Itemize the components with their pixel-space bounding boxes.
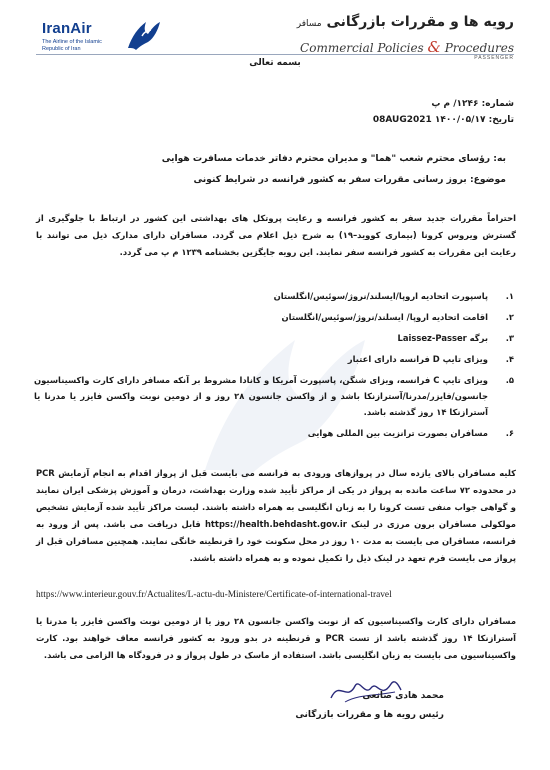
pcr-text-part2: قابل دریافت می باشد. پس از ورود به فرانسه، مسافران می بایست به مدت ۱۰ روز در محل سکونت خود را قرنطینه خانگی نمایند. همچنین مسافران قبل از پرواز می بایست فرم تعهد در لینک ذیل را تکمیل نموده و به همراه داشته باشند. — [36, 519, 516, 563]
list-item-number: ۳. — [505, 333, 514, 343]
list-item — [34, 309, 514, 325]
list-item-number: ۵. — [505, 375, 514, 385]
addressee-block — [162, 148, 506, 190]
pcr-text-part1: کلیه مسافران بالای یازده سال در پروازهای ورودی به فرانسه می بایست قبل از پرواز اقدام به انجام آزمایش PCR در محدوده ۷۲ ساعت مانده به پرواز در یکی از مراکز تأیید شده وزارت بهداشت، درمان و آموزش پزشکی ایران نمایند و گواهی جواب منفی تست کرونا را به زبان انگلیسی به همراه داشته باشند. لیست مراکز تأیید شده آزمایش تشخیص مولکولی مسافران برون مرزی در لینک — [36, 468, 516, 529]
list-item — [34, 288, 514, 304]
department-en-ampersand: & — [427, 38, 441, 56]
department-en-part1: Commercial Policies — [300, 41, 424, 55]
list-item-text: برگه Laissez-Passer — [397, 333, 488, 343]
list-item-number: ۶. — [505, 428, 514, 438]
homa-bird-icon — [124, 14, 162, 54]
letter-meta — [367, 96, 514, 128]
iranair-logo — [42, 14, 162, 56]
subject-line: موضوع: بروز رسانی مقررات سفر به کشور فرانسه در شرایط کنونی — [193, 174, 506, 185]
list-item-text: مسافران بصورت ترانزیت بین المللی هوایی — [307, 428, 488, 438]
department-name-fa: رویه ها و مقررات بازرگانی — [326, 14, 514, 30]
list-item-text: ویزای تایپ C فرانسه، ویزای شنگن، پاسپورت آمریکا و کانادا مشروط بر آنکه مسافر دارای کارت واکسیناسیون جانسون/فایزر/مدرنا/آسترازنکا باشد و از واکسن جانسون ۲۸ روز و از دومین نوبت واکسن فایزر یا مدرنا یا آسترازنکا ۱۴ روز گذشته باشد. — [34, 375, 488, 417]
date-en-value: 08AUG2021 — [372, 115, 432, 125]
list-item-number: ۲. — [505, 312, 514, 322]
list-item-text: اقامت اتحادیه اروپا/ ایسلند/نروژ/سوئیس/انگلستان — [281, 312, 488, 322]
signatory-name: محمد هادی صانعی — [362, 691, 444, 701]
list-item — [34, 425, 514, 441]
letter-number-row — [367, 96, 514, 112]
list-item — [34, 330, 514, 346]
pcr-paragraph — [36, 465, 516, 567]
intro-paragraph: احتراماً مقررات جدید سفر به کشور فرانسه و رعایت پروتکل های بهداشتی این کشور در ارتباط با جلوگیری از گسترش ویروس کرونا (بیماری کووید–۱۹) به شرح ذیل اعلام می گردد. مسافران دارای مدارک ذیل می توانند با رعایت این مقررات به کشور فرانسه سفر نمایند. این رویه جایگزین بخشنامه ۱۲۳۹ م پ می گردد. — [36, 213, 516, 257]
logo-wordmark: IranAir — [42, 20, 92, 37]
logo-subtitle: The Airline of the Islamic Republic of Iran — [42, 39, 102, 52]
bismillah: بسمه تعالی — [249, 58, 301, 68]
handwritten-signature — [325, 672, 405, 708]
department-en-part2: Procedures — [444, 41, 514, 55]
to-line: به: رؤسای محترم شعب "هما" و مدیران محترم دفاتر خدمات مسافرت هوایی — [161, 153, 506, 164]
number-value: ۱۲۴۶/ م پ — [431, 99, 479, 109]
vaccination-paragraph: مسافران دارای کارت واکسیناسیون که از نوبت واکسن جانسون ۲۸ روز یا از دومین نوبت واکسن فایزر یا مدرنا یا آسترازنکا ۱۴ روز گذشته باشد از تست PCR و قرنطینه در بدو ورود به کشور فرانسه معاف خواهند بود. کارت واکسیناسیون می بایست به زبان انگلیسی باشد. استفاده از ماسک در طول پرواز و در فرودگاه ها الزامی می باشد. — [36, 616, 517, 660]
list-item — [34, 372, 514, 420]
list-item-text: پاسپورت اتحادیه اروپا/ایسلند/نروژ/سوئیس/انگلستان — [273, 291, 488, 301]
department-tag: PASSENGER — [474, 55, 514, 61]
department-title-fa — [297, 14, 514, 30]
date-value: ۱۴۰۰/۰۵/۱۷ — [434, 115, 486, 125]
list-item-text: ویزای تایپ D فرانسه دارای اعتبار — [347, 354, 488, 364]
department-subtitle-fa: مسافر — [296, 19, 322, 29]
header-divider — [36, 54, 514, 55]
health-link[interactable]: https://health.behdasht.gov.ir — [204, 519, 347, 529]
list-item-number: ۴. — [505, 354, 514, 364]
letter-date-row — [367, 112, 514, 128]
list-item — [34, 351, 514, 367]
date-label: تاریخ: — [488, 115, 514, 125]
list-item-number: ۱. — [505, 291, 514, 301]
travel-certificate-link[interactable]: https://www.interieur.gouv.fr/Actualites/L-actu-du-Ministere/Certificate-of-international-travel — [36, 590, 392, 600]
number-label: شماره: — [481, 99, 514, 109]
eligible-documents-list — [34, 288, 514, 446]
signatory-title: رئیس رویه ها و مقررات بازرگانی — [295, 710, 444, 720]
